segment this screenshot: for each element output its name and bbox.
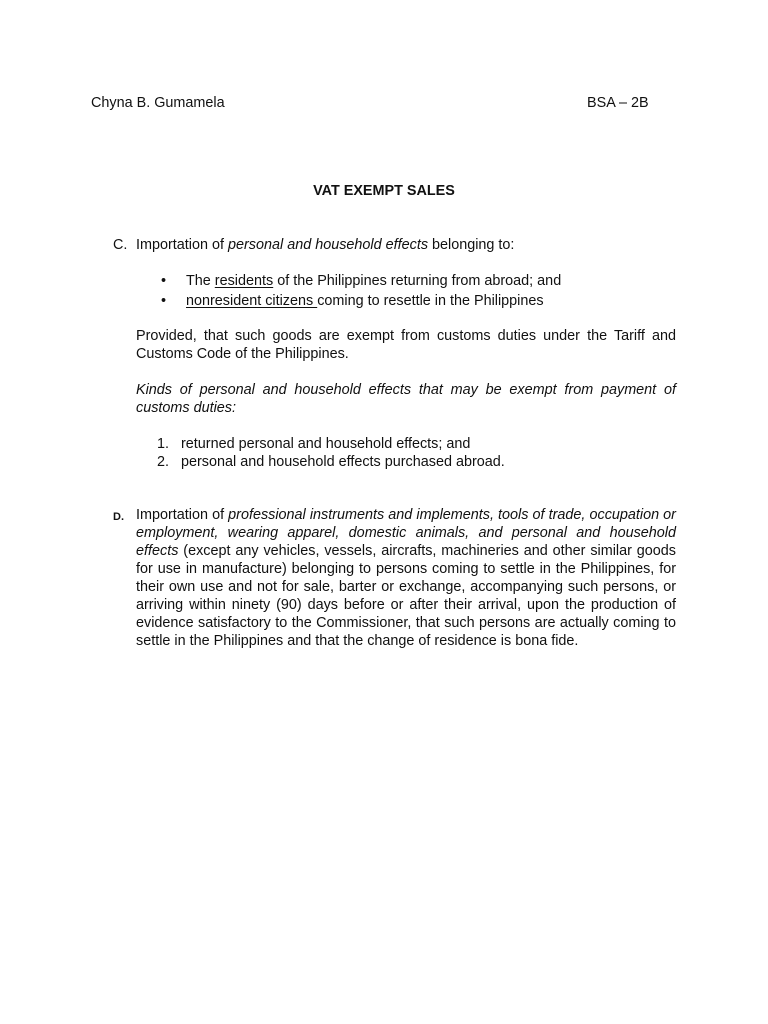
item-c-intro xyxy=(136,236,676,254)
list-item xyxy=(157,435,677,453)
list-item xyxy=(161,292,681,312)
list-text: personal and household effects purchased abroad. xyxy=(181,454,505,470)
item-d-emph: professional instruments and implements, tools of trade, occupation or employment, wearing apparel, domestic animals, and personal and household effects xyxy=(136,507,676,559)
bullet-post: coming to resettle in the Philippines xyxy=(317,293,544,309)
list-item xyxy=(157,453,677,471)
item-c-kinds-heading: Kinds of personal and household effects that may be exempt from payment of customs duties: xyxy=(136,382,676,416)
bullet-underlined: residents xyxy=(214,273,274,289)
item-d-marker: D. xyxy=(113,511,124,523)
list-item xyxy=(161,272,681,292)
item-c-intro-emph: personal and household effects xyxy=(228,237,429,253)
student-name: Chyna B. Gumamela xyxy=(91,95,225,111)
bullet-pre: The xyxy=(186,273,215,289)
bullet-post: of the Philippines returning from abroad; and xyxy=(273,273,562,289)
list-number: 1. xyxy=(157,436,170,452)
item-c-numbered-list xyxy=(157,435,677,471)
list-text: returned personal and household effects; and xyxy=(181,436,471,452)
bullet-underlined: nonresident citizens xyxy=(186,293,318,309)
item-c-proviso: Provided, that such goods are exempt from customs duties under the Tariff and Customs Code of the Philippines. xyxy=(136,328,676,362)
document-title: VAT EXEMPT SALES xyxy=(313,183,455,199)
bullet-icon: • xyxy=(161,293,167,309)
item-c-intro-pre: Importation of xyxy=(136,237,228,253)
item-d-paragraph xyxy=(136,506,676,650)
item-c-intro-post: belonging to: xyxy=(428,237,515,253)
item-c-bullet-list xyxy=(161,272,681,312)
item-c-marker: C. xyxy=(113,237,128,253)
class-section: BSA – 2B xyxy=(587,95,649,111)
bullet-icon: • xyxy=(161,273,167,289)
item-d-post: (except any vehicles, vessels, aircrafts, machineries and other similar goods for use in manufacture) belonging to persons coming to settle in the Philippines, for their own use and not for sale, barter or exchange, accompanying such persons, or arriving within ninety (90) days before or after their arrival, upon the production of evidence satisfactory to the Commissioner, that such persons are actually coming to settle in the Philippines and that the change of residence is bona fide. xyxy=(136,543,676,649)
list-number: 2. xyxy=(157,454,170,470)
item-d-pre: Importation of xyxy=(136,507,229,523)
